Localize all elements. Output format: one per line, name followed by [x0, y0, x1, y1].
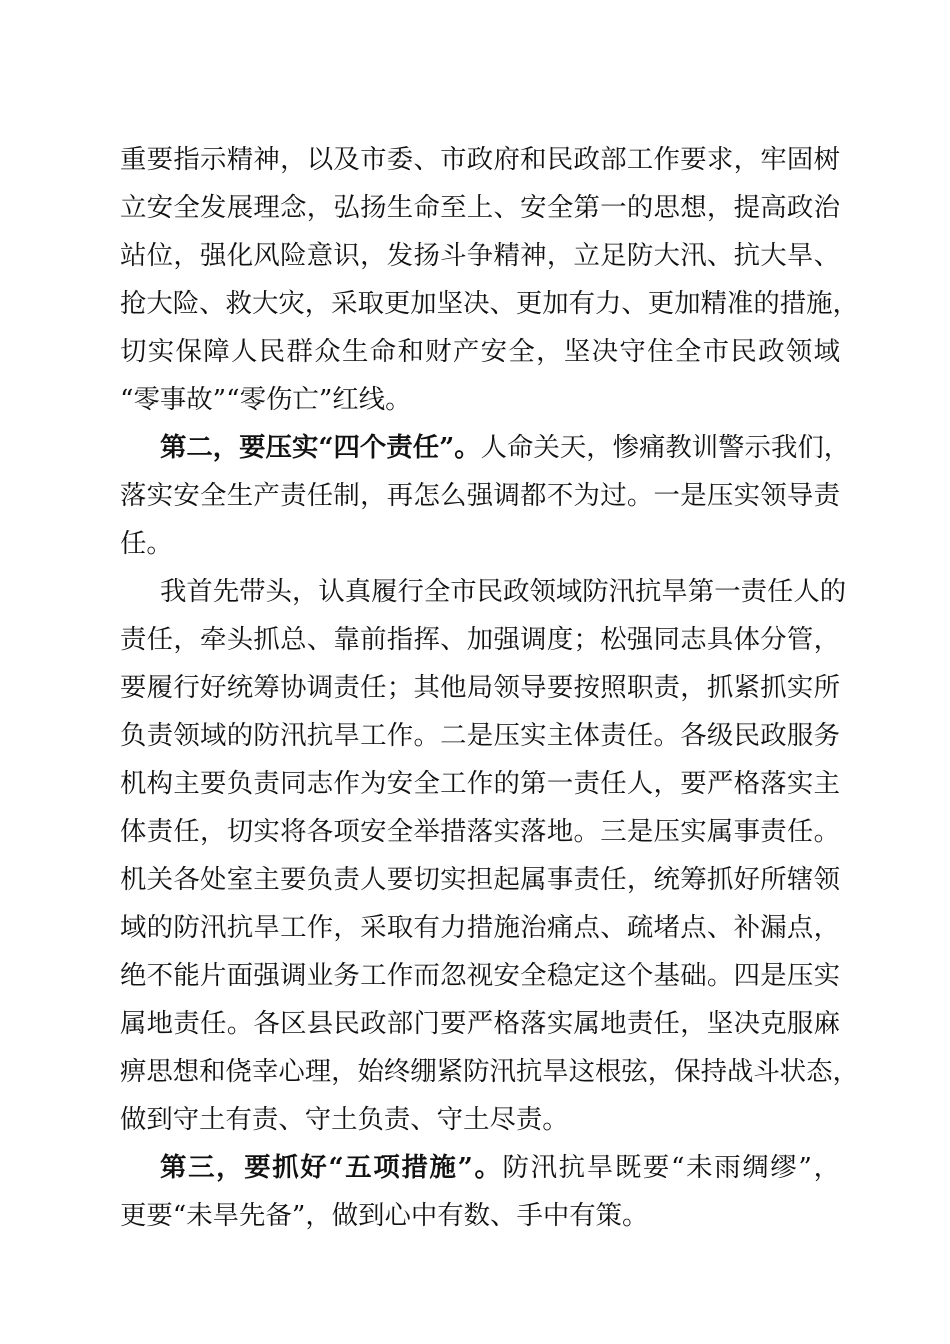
body-line: 机关各处室主要负责人要切实担起属事责任，统筹抓好所辖领: [120, 864, 840, 895]
body-line: 要履行好统筹协调责任；其他局领导要按照职责，抓紧抓实所: [120, 672, 840, 703]
body-line: 立安全发展理念，弘扬生命至上、安全第一的思想，提高政治: [120, 192, 840, 223]
body-line: 我首先带头，认真履行全市民政领域防汛抗旱第一责任人的: [160, 576, 847, 607]
section-heading: 第二，要压实“四个责任”。: [160, 432, 481, 463]
body-line: 域的防汛抗旱工作，采取有力措施治痛点、疏堵点、补漏点，: [120, 912, 840, 943]
body-line: 重要指示精神，以及市委、市政府和民政部工作要求，牢固树: [120, 144, 840, 175]
body-line: 更要“未旱先备”，做到心中有数、手中有策。: [120, 1200, 649, 1231]
body-line: 任。: [120, 528, 173, 559]
body-line: 落实安全生产责任制，再怎么强调都不为过。一是压实领导责: [120, 480, 840, 511]
body-line: 切实保障人民群众生命和财产安全，坚决守住全市民政领域: [120, 336, 840, 367]
body-text: 防汛抗旱既要“未雨绸缪”，: [502, 1152, 841, 1183]
body-line: 责任，牵头抓总、靠前指挥、加强调度；松强同志具体分管，: [120, 624, 840, 655]
body-text: 人命关天，惨痛教训警示我们，: [480, 432, 851, 463]
section-heading-line: [160, 1145, 840, 1191]
body-line: 做到守土有责、守土负责、守土尽责。: [120, 1104, 569, 1135]
body-line: 站位，强化风险意识，发扬斗争精神，立足防大汛、抗大旱、: [120, 240, 840, 271]
body-line: 机构主要负责同志作为安全工作的第一责任人，要严格落实主: [120, 768, 840, 799]
body-line: 痹思想和侥幸心理，始终绷紧防汛抗旱这根弦，保持战斗状态，: [120, 1056, 859, 1087]
body-line: 体责任，切实将各项安全举措落实落地。三是压实属事责任。: [120, 816, 840, 847]
body-line: 负责领域的防汛抗旱工作。二是压实主体责任。各级民政服务: [120, 720, 840, 751]
body-line: 绝不能片面强调业务工作而忽视安全稳定这个基础。四是压实: [120, 960, 840, 991]
body-line: 属地责任。各区县民政部门要严格落实属地责任，坚决克服麻: [120, 1008, 840, 1039]
body-line: 抢大险、救大灾，采取更加坚决、更加有力、更加精准的措施，: [120, 288, 859, 319]
section-heading: 第三，要抓好“五项措施”。: [160, 1152, 503, 1183]
section-heading-line: [160, 425, 851, 471]
body-line: “零事故”“零伤亡”红线。: [120, 384, 412, 415]
